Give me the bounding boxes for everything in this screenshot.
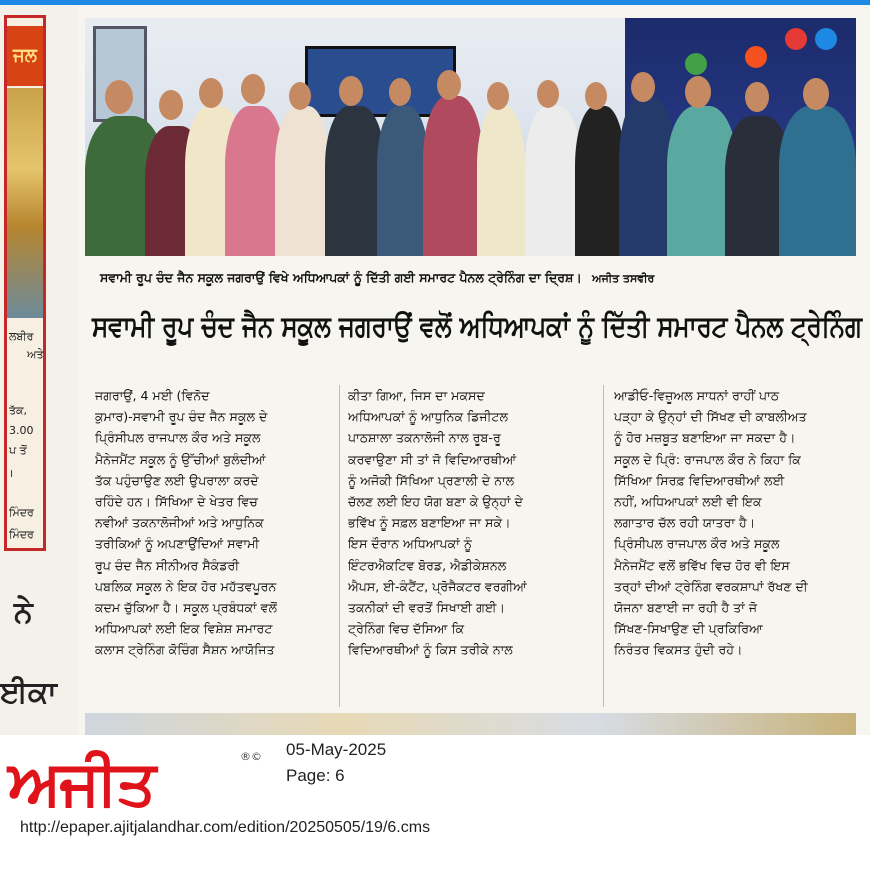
article-line: ਨਵੀਆਂ ਤਕਨਾਲੋਜੀਆਂ ਅਤੇ ਆਧੁਨਿਕ [95,515,264,531]
article-line: ਪੜ੍ਹਾ ਕੇ ਉਨ੍ਹਾਂ ਦੀ ਸਿੱਖਣ ਦੀ ਕਾਬਲੀਅਤ [614,409,807,425]
article-line: ਜਗਰਾਉਂ, 4 ਮਈ (ਵਿਨੋਦ [95,388,210,403]
article-line: ਅਧਿਆਪਕਾਂ ਲਈ ਇਕ ਵਿਸ਼ੇਸ਼ ਸਮਾਰਟ [95,621,273,637]
adjacent-ad-box [4,15,46,551]
article-line: ਐਪਸ, ਈ-ਕੰਟੈਂਟ, ਪ੍ਰੋਜੈਕਟਰ ਵਰਗੀਆਂ [348,578,527,594]
photo-caption [100,270,860,286]
article-column-2 [348,385,584,661]
registered-mark: ®© [240,750,262,763]
article-line: ਮੈਨੇਜਮੈਂਟ ਵਲੋਂ ਭਵਿੱਖ ਵਿਚ ਹੋਰ ਵੀ ਇਸ [614,557,790,573]
column-divider [339,385,340,707]
article-line: ਨੂੰ ਅਜੋਕੀ ਸਿੱਖਿਆ ਪ੍ਰਣਾਲੀ ਦੇ ਨਾਲ [348,472,515,488]
ajit-logo: ਅਜੀਤ [8,746,155,819]
article-line: ਸਿੱਖਣ-ਸਿਖਾਉਣ ਦੀ ਪ੍ਰਕਿਰਿਆ [614,621,763,637]
article-line: ਭਵਿੱਖ ਨੂੰ ਸਫ਼ਲ ਬਣਾਇਆ ਜਾ ਸਕੇ। [348,515,511,531]
article-line: ਕੀਤਾ ਗਿਆ, ਜਿਸ ਦਾ ਮਕਸਦ [348,388,485,403]
article-line: ਕਦਮ ਚੁੱਕਿਆ ਹੈ। ਸਕੂਲ ਪ੍ਰਬੰਧਕਾਂ ਵਲੋਂ [95,600,278,616]
article-line: ਆਡੀਓ-ਵਿਜ਼ੂਅਲ ਸਾਧਨਾਂ ਰਾਹੀਂ ਪਾਠ [614,388,780,403]
article-line: ਮੈਨੇਜਮੈਂਟ ਸਕੂਲ ਨੂੰ ਉੱਚੀਆਂ ਬੁਲੰਦੀਆਂ [95,451,266,467]
epaper-url[interactable]: http://epaper.ajitjalandhar.com/edition/20250505/19/6.cms [20,819,431,836]
adjacent-text-line: ਅਤੇ [27,348,44,361]
article-line: ਨੂੰ ਹੋਰ ਮਜ਼ਬੂਤ ਬਣਾਇਆ ਜਾ ਸਕਦਾ ਹੈ। [614,430,796,446]
article-line: ਪ੍ਰਿੰਸੀਪਲ ਰਾਜਪਾਲ ਕੌਰ ਅਤੇ ਸਕੂਲ [614,536,780,552]
column-divider [603,385,604,707]
adjacent-text-line: ਲਬੀਰ [9,330,34,343]
article-line: ਸਿੱਖਿਆ ਸਿਰਫ਼ ਵਿਦਿਆਰਥੀਆਂ ਲਈ [614,472,785,488]
next-article-photo-strip [85,713,856,735]
article-line: ਕਰਵਾਉਣਾ ਸੀ ਤਾਂ ਜੋ ਵਿਦਿਆਰਥੀਆਂ [348,451,517,467]
article-line: ਟ੍ਰੇਨਿੰਗ ਵਿਚ ਦੱਸਿਆ ਕਿ [348,621,465,637]
article-headline: ਸਵਾਮੀ ਰੂਪ ਚੰਦ ਜੈਨ ਸਕੂਲ ਜਗਰਾਉਂ ਵਲੋਂ ਅਧਿਆਪਕਾਂ ਨੂੰ ਦਿੱਤੀ ਸਮਾਰਟ ਪੈਨਲ ਟ੍ਰੇਨਿੰਗ [92,309,862,343]
adjacent-ad-logo: ਜਲ [7,26,43,86]
adjacent-large-text: ਈਕਾ [0,675,57,710]
article-line: ਅਧਿਆਪਕਾਂ ਨੂੰ ਆਧੁਨਿਕ ਡਿਜੀਟਲ [348,409,508,425]
adjacent-text-line: ਪ ਤੋਂ [9,444,27,457]
photo-caption-text: ਸਵਾਮੀ ਰੂਪ ਚੰਦ ਜੈਨ ਸਕੂਲ ਜਗਰਾਉਂ ਵਿਖੇ ਅਧਿਆਪਕਾਂ ਨੂੰ ਦਿੱਤੀ ਗਈ ਸਮਾਰਟ ਪੈਨਲ ਟ੍ਰੇਨਿੰਗ ਦਾ ਦ੍ਰਿਸ਼। [100,270,582,285]
article-line: ਇਸ ਦੌਰਾਨ ਅਧਿਆਪਕਾਂ ਨੂੰ [348,536,472,552]
adjacent-article-strip [0,5,78,735]
article-line: ਪਾਠਸ਼ਾਲਾ ਤਕਨਾਲੋਜੀ ਨਾਲ ਰੂਬ-ਰੂ [348,430,501,446]
article-line: ਚੱਲਣ ਲਈ ਇਹ ਯੋਗ ਬਣਾ ਕੇ ਉਨ੍ਹਾਂ ਦੇ [348,494,523,510]
article-column-3 [614,385,850,661]
article-line: ਤਰ੍ਹਾਂ ਦੀਆਂ ਟ੍ਰੇਨਿੰਗ ਵਰਕਸ਼ਾਪਾਂ ਰੱਖਣ ਦੀ [614,578,808,594]
article-line: ਕਲਾਸ ਟ੍ਰੇਨਿੰਗ ਕੋਚਿੰਗ ਸੈਸ਼ਨ ਆਯੋਜਿਤ [95,642,275,658]
article-line: ਨਹੀਂ, ਅਧਿਆਪਕਾਂ ਲਈ ਵੀ ਇਕ [614,494,762,510]
article-line: ਤੱਕ ਪਹੁੰਚਾਉਣ ਲਈ ਉਪਰਾਲਾ ਕਰਦੇ [95,472,259,488]
newspaper-clipping [0,5,870,735]
adjacent-ad-photo [7,88,43,318]
article-line: ਤਕਨੀਕਾਂ ਦੀ ਵਰਤੋਂ ਸਿਖਾਈ ਗਈ। [348,600,506,616]
edition-date: 05-May-2025 [286,740,387,759]
adjacent-text-line: ਮਿੰਦਰ [9,506,34,519]
article-line: ਸਕੂਲ ਦੇ ਪ੍ਰਿੰ: ਰਾਜਪਾਲ ਕੌਰ ਨੇ ਕਿਹਾ ਕਿ [614,451,801,467]
article-line: ਨਿਰੰਤਰ ਵਿਕਸਤ ਹੁੰਦੀ ਰਹੇ। [614,642,743,658]
adjacent-text-line: ਮਿੰਦਰ [9,528,34,541]
article-line: ਕੁਮਾਰ)-ਸਵਾਮੀ ਰੂਪ ਚੰਦ ਜੈਨ ਸਕੂਲ ਦੇ [95,409,268,425]
article-line: ਯੋਜਨਾ ਬਣਾਈ ਜਾ ਰਹੀ ਹੈ ਤਾਂ ਜੋ [614,600,758,616]
page-number: Page: 6 [286,766,345,785]
article-line: ਇੰਟਰਐਕਟਿਵ ਬੋਰਡ, ਐਡੀਕੇਸ਼ਨਲ [348,557,507,573]
adjacent-text-line: । [9,467,14,480]
article-line: ਰੂਪ ਚੰਦ ਜੈਨ ਸੀਨੀਅਰ ਸੈਕੰਡਰੀ [95,557,240,573]
article-photo [85,18,856,256]
article-line: ਪ੍ਰਿੰਸੀਪਲ ਰਾਜਪਾਲ ਕੌਰ ਅਤੇ ਸਕੂਲ [95,430,261,446]
adjacent-text-line: 3.00 [9,424,34,437]
photo-credit: ਅਜੀਤ ਤਸਵੀਰ [592,272,655,285]
article-line: ਲਗਾਤਾਰ ਚੱਲ ਰਹੀ ਯਾਤਰਾ ਹੈ। [614,515,756,531]
adjacent-text-line: ਤੱਕ, [9,404,28,417]
article-line: ਪਬਲਿਕ ਸਕੂਲ ਨੇ ਇਕ ਹੋਰ ਮਹੱਤਵਪੂਰਨ [95,578,277,594]
article-line: ਵਿਦਿਆਰਥੀਆਂ ਨੂੰ ਕਿਸ ਤਰੀਕੇ ਨਾਲ [348,642,513,658]
adjacent-large-text: ਨੇ [14,595,33,630]
article-line: ਤਰੀਕਿਆਂ ਨੂੰ ਅਪਣਾਉਂਦਿਆਂ ਸਵਾਮੀ [95,536,260,552]
article-line: ਰਹਿੰਦੇ ਹਨ। ਸਿੱਖਿਆ ਦੇ ਖੇਤਰ ਵਿਚ [95,494,258,510]
article-column-1 [95,385,331,661]
